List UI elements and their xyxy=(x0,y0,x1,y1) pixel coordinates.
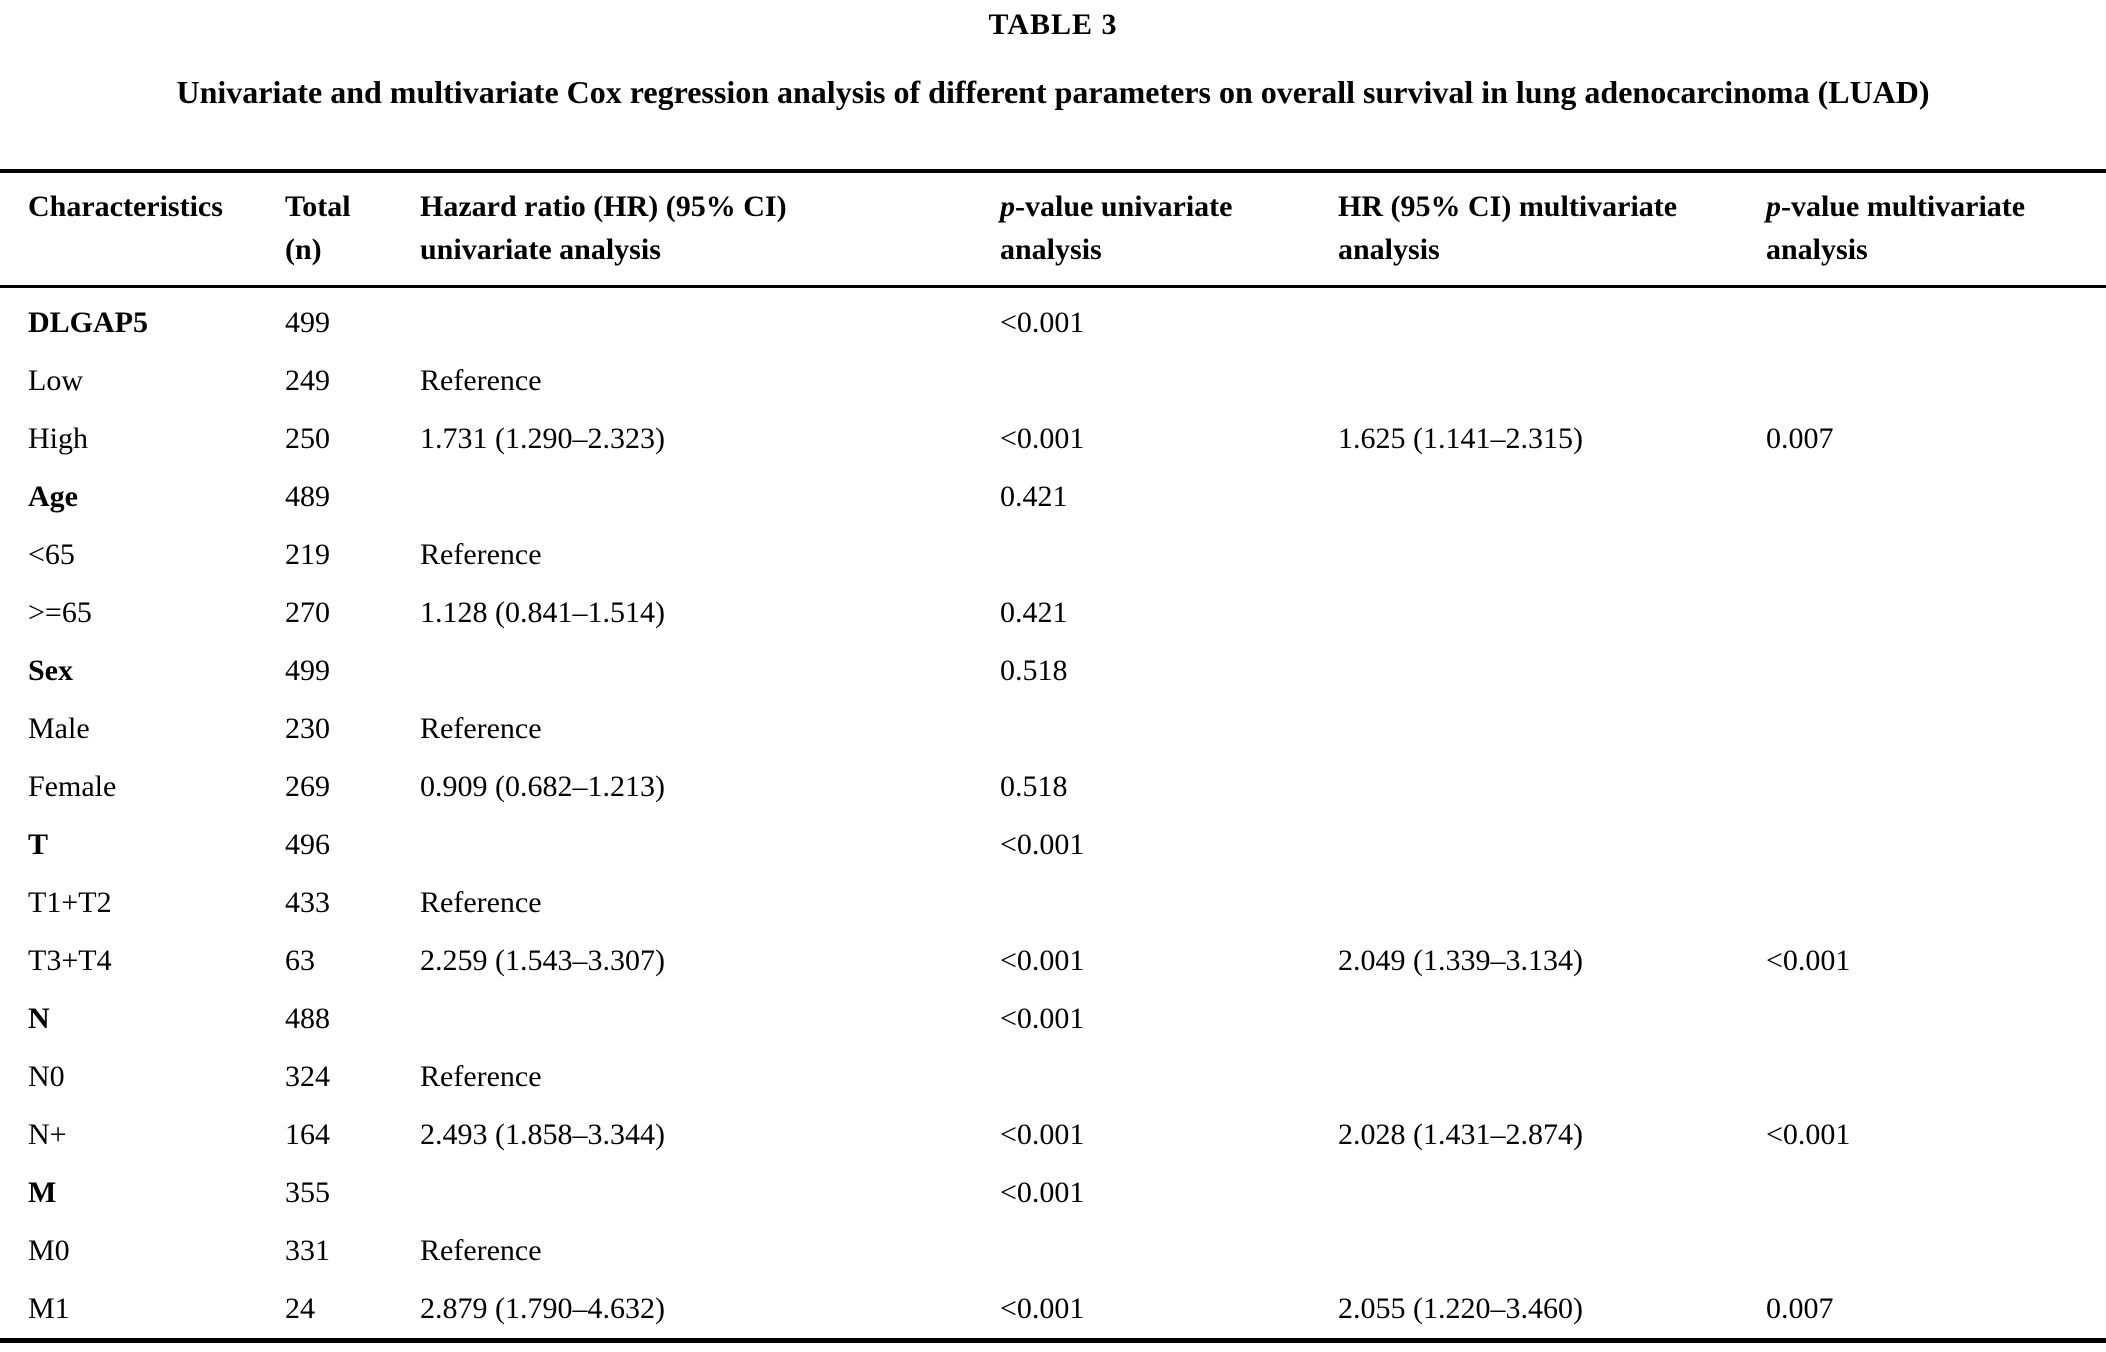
cell-hr-multivariate: 2.028 (1.431–2.874) xyxy=(1338,1118,1583,1151)
cell-p-multivariate xyxy=(1766,287,2106,353)
cell-p-multivariate xyxy=(1766,1048,2106,1106)
cell-p-univariate: 0.421 xyxy=(1000,596,1068,629)
cell-p-multivariate: <0.001 xyxy=(1766,944,1851,977)
cell-hr-univariate: 1.128 (0.841–1.514) xyxy=(420,596,665,629)
cell-hr-univariate xyxy=(420,1164,1000,1222)
cell-total-n: 230 xyxy=(285,712,330,745)
table-label: TABLE 3 xyxy=(988,8,1118,41)
cell-p-univariate: <0.001 xyxy=(1000,944,1085,977)
cell-hr-univariate: Reference xyxy=(420,1060,542,1093)
cell-p-multivariate xyxy=(1766,1222,2106,1280)
cell-hr-univariate: 2.493 (1.858–3.344) xyxy=(420,1118,665,1151)
cell-total-n: 331 xyxy=(285,1234,330,1267)
cell-p-univariate: <0.001 xyxy=(1000,1292,1085,1325)
table-row xyxy=(0,1106,2106,1164)
header-line2: analysis xyxy=(1766,233,1868,266)
table-row xyxy=(0,352,2106,410)
table-row xyxy=(0,1164,2106,1222)
table-header xyxy=(0,171,2106,287)
col-header-p-univariate xyxy=(1000,171,1338,287)
col-header-total xyxy=(285,171,420,287)
cell-total-n: 269 xyxy=(285,770,330,803)
cell-p-univariate xyxy=(1000,1048,1338,1106)
table-row xyxy=(0,1222,2106,1280)
cell-hr-univariate: 0.909 (0.682–1.213) xyxy=(420,770,665,803)
cell-p-univariate: <0.001 xyxy=(1000,422,1085,455)
cell-hr-multivariate xyxy=(1338,468,1766,526)
table-row xyxy=(0,932,2106,990)
cell-p-univariate xyxy=(1000,874,1338,932)
cell-characteristic: Male xyxy=(28,712,90,745)
header-line1: -value univariate xyxy=(1015,190,1233,223)
table-title: Univariate and multivariate Cox regression analysis of different parameters on overall survival in lung adenocarcinoma (LUAD) xyxy=(176,74,1930,110)
cell-p-multivariate xyxy=(1766,816,2106,874)
cell-p-univariate: <0.001 xyxy=(1000,828,1085,861)
table-row xyxy=(0,410,2106,468)
cell-characteristic: Sex xyxy=(28,654,73,687)
cell-p-univariate: <0.001 xyxy=(1000,306,1085,339)
cell-p-univariate: <0.001 xyxy=(1000,1002,1085,1035)
cell-total-n: 489 xyxy=(285,480,330,513)
cell-total-n: 433 xyxy=(285,886,330,919)
table-row xyxy=(0,526,2106,584)
cell-hr-univariate: Reference xyxy=(420,886,542,919)
cell-hr-univariate xyxy=(420,990,1000,1048)
cell-hr-multivariate xyxy=(1338,1048,1766,1106)
cell-total-n: 249 xyxy=(285,364,330,397)
cell-hr-univariate xyxy=(420,287,1000,353)
cell-p-univariate: <0.001 xyxy=(1000,1118,1085,1151)
cell-total-n: 270 xyxy=(285,596,330,629)
cell-characteristic: High xyxy=(28,422,88,455)
table-row xyxy=(0,584,2106,642)
header-italic-prefix: p xyxy=(1000,190,1015,223)
cell-total-n: 324 xyxy=(285,1060,330,1093)
cell-hr-univariate: 1.731 (1.290–2.323) xyxy=(420,422,665,455)
cell-characteristic: T1+T2 xyxy=(28,886,112,919)
cell-p-univariate: 0.421 xyxy=(1000,480,1068,513)
table-row xyxy=(0,700,2106,758)
cell-characteristic: N0 xyxy=(28,1060,65,1093)
cell-characteristic: T xyxy=(28,828,49,861)
cell-hr-univariate: Reference xyxy=(420,712,542,745)
cell-total-n: 488 xyxy=(285,1002,330,1035)
cell-hr-univariate xyxy=(420,816,1000,874)
cell-characteristic: N xyxy=(28,1002,50,1035)
header-line1: HR (95% CI) multivariate xyxy=(1338,190,1678,223)
cell-hr-univariate: 2.879 (1.790–4.632) xyxy=(420,1292,665,1325)
cell-p-multivariate xyxy=(1766,468,2106,526)
col-header-hr-multivariate xyxy=(1338,171,1766,287)
header-row xyxy=(0,171,2106,287)
table-row xyxy=(0,642,2106,700)
cell-total-n: 499 xyxy=(285,306,330,339)
cell-p-multivariate xyxy=(1766,1164,2106,1222)
cell-total-n: 219 xyxy=(285,538,330,571)
cell-p-multivariate xyxy=(1766,642,2106,700)
cell-hr-multivariate xyxy=(1338,758,1766,816)
cell-total-n: 355 xyxy=(285,1176,330,1209)
cell-p-univariate xyxy=(1000,526,1338,584)
cell-total-n: 250 xyxy=(285,422,330,455)
cell-hr-multivariate xyxy=(1338,352,1766,410)
cell-p-multivariate: 0.007 xyxy=(1766,422,1834,455)
header-line1: Total xyxy=(285,190,351,223)
cell-total-n: 63 xyxy=(285,944,315,977)
header-italic-prefix: p xyxy=(1766,190,1781,223)
cell-p-multivariate xyxy=(1766,700,2106,758)
cell-characteristic: <65 xyxy=(28,538,75,571)
cell-hr-univariate: Reference xyxy=(420,1234,542,1267)
cell-hr-multivariate: 2.049 (1.339–3.134) xyxy=(1338,944,1583,977)
header-line2: univariate analysis xyxy=(420,233,661,266)
col-header-characteristics xyxy=(0,171,285,287)
cell-p-multivariate xyxy=(1766,758,2106,816)
table-row xyxy=(0,287,2106,353)
cell-total-n: 499 xyxy=(285,654,330,687)
col-header-hr-univariate xyxy=(420,171,1000,287)
header-line1: Hazard ratio (HR) (95% CI) xyxy=(420,190,787,223)
cell-hr-multivariate xyxy=(1338,642,1766,700)
cell-hr-multivariate xyxy=(1338,584,1766,642)
cell-hr-univariate: Reference xyxy=(420,364,542,397)
cell-p-multivariate xyxy=(1766,584,2106,642)
cell-hr-multivariate xyxy=(1338,287,1766,353)
cell-p-multivariate xyxy=(1766,352,2106,410)
table-row xyxy=(0,758,2106,816)
cell-hr-multivariate: 1.625 (1.141–2.315) xyxy=(1338,422,1583,455)
cell-characteristic: M0 xyxy=(28,1234,70,1267)
cox-regression-table xyxy=(0,169,2106,1343)
cell-hr-multivariate xyxy=(1338,816,1766,874)
cell-hr-univariate xyxy=(420,468,1000,526)
cell-p-univariate xyxy=(1000,1222,1338,1280)
cell-p-univariate: 0.518 xyxy=(1000,654,1068,687)
header-line2: analysis xyxy=(1338,233,1440,266)
cell-p-univariate: 0.518 xyxy=(1000,770,1068,803)
cell-hr-univariate: Reference xyxy=(420,538,542,571)
cell-hr-univariate: 2.259 (1.543–3.307) xyxy=(420,944,665,977)
cell-hr-multivariate xyxy=(1338,700,1766,758)
cell-p-multivariate: 0.007 xyxy=(1766,1292,1834,1325)
cell-characteristic: Age xyxy=(28,480,78,513)
cell-p-univariate xyxy=(1000,700,1338,758)
cell-characteristic: Female xyxy=(28,770,117,803)
cell-p-univariate xyxy=(1000,352,1338,410)
table-row xyxy=(0,874,2106,932)
cell-hr-multivariate xyxy=(1338,526,1766,584)
cell-characteristic: M1 xyxy=(28,1292,70,1325)
cell-hr-multivariate xyxy=(1338,1222,1766,1280)
cell-p-multivariate: <0.001 xyxy=(1766,1118,1851,1151)
table-body xyxy=(0,287,2106,1341)
cell-characteristic: M xyxy=(28,1176,57,1209)
cell-p-multivariate xyxy=(1766,874,2106,932)
cell-hr-multivariate: 2.055 (1.220–3.460) xyxy=(1338,1292,1583,1325)
cell-characteristic: Low xyxy=(28,364,83,397)
cell-characteristic: N+ xyxy=(28,1118,67,1151)
header-line1: -value multivariate xyxy=(1781,190,2026,223)
cell-total-n: 24 xyxy=(285,1292,315,1325)
table-row xyxy=(0,468,2106,526)
table-row xyxy=(0,990,2106,1048)
cell-hr-multivariate xyxy=(1338,1164,1766,1222)
cell-characteristic: >=65 xyxy=(28,596,92,629)
cell-hr-univariate xyxy=(420,642,1000,700)
table-row xyxy=(0,816,2106,874)
cell-total-n: 496 xyxy=(285,828,330,861)
cell-p-multivariate xyxy=(1766,990,2106,1048)
cell-characteristic: T3+T4 xyxy=(28,944,112,977)
cell-characteristic: DLGAP5 xyxy=(28,306,148,339)
header-line1: Characteristics xyxy=(28,190,223,223)
cell-hr-multivariate xyxy=(1338,874,1766,932)
col-header-p-multivariate xyxy=(1766,171,2106,287)
cell-p-multivariate xyxy=(1766,526,2106,584)
table-row xyxy=(0,1048,2106,1106)
header-line2: analysis xyxy=(1000,233,1102,266)
cell-hr-multivariate xyxy=(1338,990,1766,1048)
table-row xyxy=(0,1280,2106,1341)
header-line2: (n) xyxy=(285,233,322,266)
cell-p-univariate: <0.001 xyxy=(1000,1176,1085,1209)
cell-total-n: 164 xyxy=(285,1118,330,1151)
